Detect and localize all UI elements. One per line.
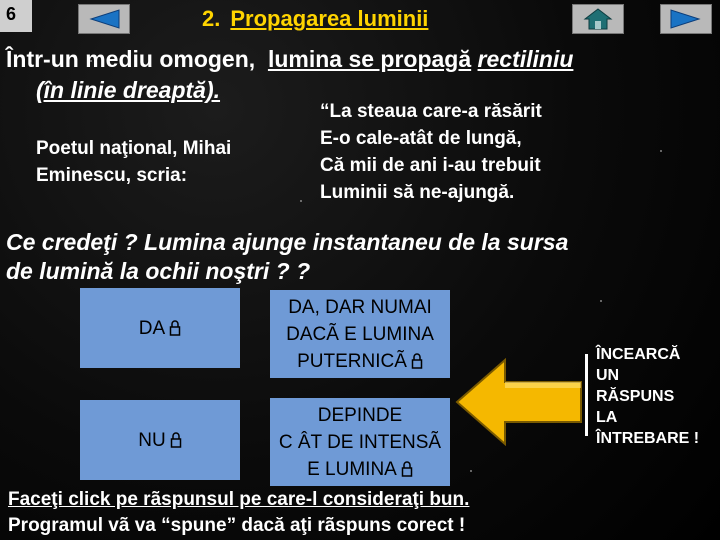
title-number: 2. <box>202 6 221 31</box>
slide-title <box>202 6 428 32</box>
hint-line: UN <box>596 367 620 384</box>
instructions-line: Faceţi click pe rãspunsul pe care-l consideraţi bun. <box>8 489 470 510</box>
poem-line: E-o cale-atât de lungă, <box>320 128 522 149</box>
intro-line-2: (în linie dreaptă). <box>36 77 221 103</box>
lock-icon <box>401 461 413 477</box>
left-triangle-icon <box>87 8 121 30</box>
hint-text <box>596 344 699 449</box>
instructions-line: Programul vã va “spune” dacă aţi rãspuns corect ! <box>8 515 466 536</box>
lock-icon <box>169 320 181 336</box>
answer-nu-button[interactable] <box>80 400 240 480</box>
intro-part-3: rectiliniu <box>477 46 574 72</box>
left-arrow-icon <box>455 358 585 446</box>
next-slide-button[interactable] <box>660 4 712 34</box>
title-text: Propagarea luminii <box>230 6 429 31</box>
answer-da-dar-line: DACÃ E LUMINA <box>286 323 434 345</box>
hint-divider <box>585 354 588 436</box>
question-line: de lumină la ochii noştri ? ? <box>6 258 311 284</box>
answer-depinde-button[interactable] <box>270 398 450 486</box>
intro-line-1 <box>6 46 573 73</box>
lock-icon <box>170 432 182 448</box>
home-icon <box>583 7 613 31</box>
answer-depinde-line: C ÂT DE INTENSÃ <box>278 431 442 453</box>
previous-slide-button[interactable] <box>78 4 130 34</box>
answer-da-dar-line: DA, DAR NUMAI <box>288 296 432 318</box>
answer-depinde-line: E LUMINA <box>307 458 397 480</box>
hint-line: ÎNTREBARE ! <box>596 430 700 447</box>
instructions <box>8 487 469 539</box>
home-button[interactable] <box>572 4 624 34</box>
answer-da-dar-button[interactable] <box>270 290 450 378</box>
poem-line: “La steaua care-a răsărit <box>320 101 542 122</box>
answer-depinde-line: DEPINDE <box>317 404 403 426</box>
answer-nu-label: NU <box>138 429 166 451</box>
poem-line: Luminii să ne-ajungă. <box>320 182 515 203</box>
poem-quote <box>320 98 542 206</box>
question-line: Ce credeţi ? Lumina ajunge instantaneu de la sursa <box>6 229 569 255</box>
poet-line: Eminescu, scria: <box>36 165 188 186</box>
poem-line: Că mii de ani i-au trebuit <box>320 155 541 176</box>
right-triangle-icon <box>669 8 703 30</box>
lock-icon <box>411 353 423 369</box>
hint-line: ÎNCEARCĂ <box>596 346 681 363</box>
hint-line: RĂSPUNS <box>596 388 675 405</box>
poet-intro <box>36 135 231 189</box>
answer-da-label: DA <box>138 317 166 339</box>
slide-number: 6 <box>0 0 32 32</box>
intro-part-1: Într-un mediu omogen, <box>6 46 256 72</box>
answer-da-button[interactable] <box>80 288 240 368</box>
intro-part-2: lumina se propagă <box>267 46 472 72</box>
poet-line: Poetul naţional, Mihai <box>36 138 232 159</box>
question <box>6 228 568 286</box>
answer-da-dar-line: PUTERNICÃ <box>297 350 407 372</box>
hint-line: LA <box>596 409 618 426</box>
